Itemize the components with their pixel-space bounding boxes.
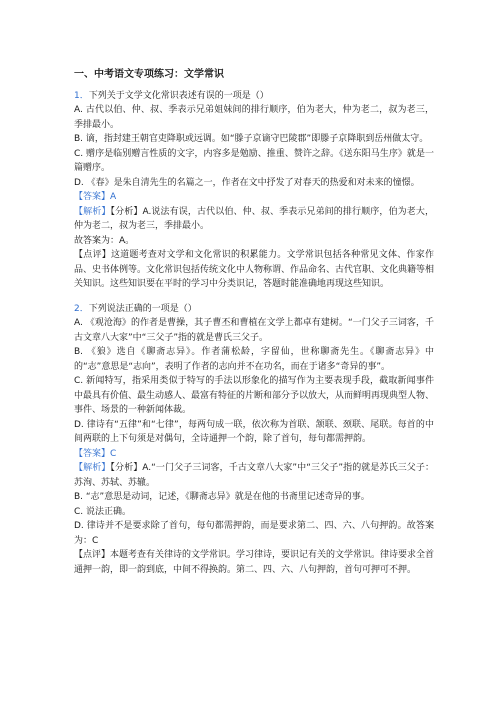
analysis-tag: 【解析】	[74, 463, 111, 473]
document-page	[74, 68, 434, 577]
section-title: 一、中考语文专项练习：文学常识	[74, 69, 224, 80]
question-2	[74, 302, 434, 317]
question-2-analysis	[74, 461, 434, 490]
answer-value: A	[110, 192, 117, 202]
question-1-option-a: A. 古代以伯、仲、叔、季表示兄弟姐妹间的排行顺序，伯为老大，仲为老二，叔为老三，季排最小。	[74, 105, 434, 130]
analysis-text: 【分析】A.“一门父子三词客，千古文章八大家”中“三父子”指的就是苏氏三父子：苏洵、苏轼、苏辙。	[74, 463, 434, 488]
analysis-text: 【分析】A.说法有误，古代以伯、仲、叔、季表示兄弟间的排行顺序，伯为老大，仲为老二，叔为老三，季排最小。	[74, 206, 434, 231]
question-1-analysis	[74, 205, 434, 234]
question-1-option-c: C. 赠序是临别赠言性质的文字，内容多是勉励、推重、赞许之辞。《送东阳马生序》就是一篇赠序。	[74, 148, 434, 173]
question-1-comment: 【点评】这道题考查对文学和文化常识的积累能力。文学常识包括各种常见文体、作家作品、史书体例等。文化常识包括传统文化中人物称谓、作品命名、古代官职、文化典籍等相关知识。这些知识要在平时的学习中分类识记，答题时能准确地再现这些知识。	[74, 250, 435, 289]
question-2-answer	[74, 447, 434, 462]
question-2-comment: 【点评】本题考查有关律诗的文学常识。学习律诗，要识记有关的文学常识。律诗要求全首通押一韵，即一韵到底，中间不得换韵。第二、四、六、八句押韵，首句可押可不押。	[74, 550, 435, 575]
answer-tag: 【答案】	[74, 192, 111, 202]
question-2-option-c: C. 新闻特写，指采用类似于特写的手法以形象化的描写作为主要表现手段，截取新闻事件中最具有价值、最生动感人、最富有特征的片断和部分予以放大，从而鲜明再现典型人物、事件、场景的一种新闻体裁。	[74, 376, 435, 415]
question-2-analysis-b: B. “志”意思是动词，记述，《聊斋志异》就是在他的书斋里记述奇异的事。	[74, 492, 370, 502]
question-2-option-a: A. 《观沧海》的作者是曹操，其子曹丕和曹植在文学上都卓有建树。“一门父子三词客，千古文章八大家”中“三父子”指的就是曹氏三父子。	[74, 318, 434, 343]
question-1-option-d: D. 《春》是朱自清先生的名篇之一，作者在文中抒发了对春天的热爱和对未来的憧憬。	[74, 177, 420, 188]
question-1-stem: 下列关于文学文化常识表述有误的一项是（）	[88, 90, 269, 101]
question-1-conclusion: 故答案为：A。	[74, 235, 135, 246]
question-2-analysis-d: D. 律诗并不是要求除了首句，每句都需押韵，而是要求第二、四、六、八句押韵。故答案为：C	[74, 521, 434, 546]
answer-value: C	[110, 448, 117, 459]
question-1	[74, 89, 434, 104]
question-2-option-d: D. 律诗有“五律”和“七律”，每两句成一联，依次称为首联、颔联、颈联、尾联。每首的中间两联的上下句须是对偶句，全诗通押一个韵，除了首句，每句都需押韵。	[74, 419, 434, 444]
analysis-tag: 【解析】	[74, 206, 111, 217]
question-1-number: 1．	[74, 90, 89, 101]
question-1-option-b: B. 谪，指封建王朝官吏降职或远调。如“滕子京谪守巴陵郡”即滕子京降职到岳州做太守。	[74, 134, 429, 144]
question-2-number: 2．	[74, 303, 89, 314]
question-2-stem: 下列说法正确的一项是（）	[88, 303, 197, 314]
question-1-answer	[74, 190, 434, 205]
question-2-analysis-c: C. 说法正确。	[74, 506, 132, 517]
question-2-option-b: B. 《狼》选自《聊斋志异》。作者蒲松龄，字留仙，世称聊斋先生。《聊斋志异》中的“志”意思是“志向”，表明了作者的志向并不在功名，而在于诸多“奇异的事”。	[74, 347, 434, 372]
answer-tag: 【答案】	[74, 448, 111, 459]
